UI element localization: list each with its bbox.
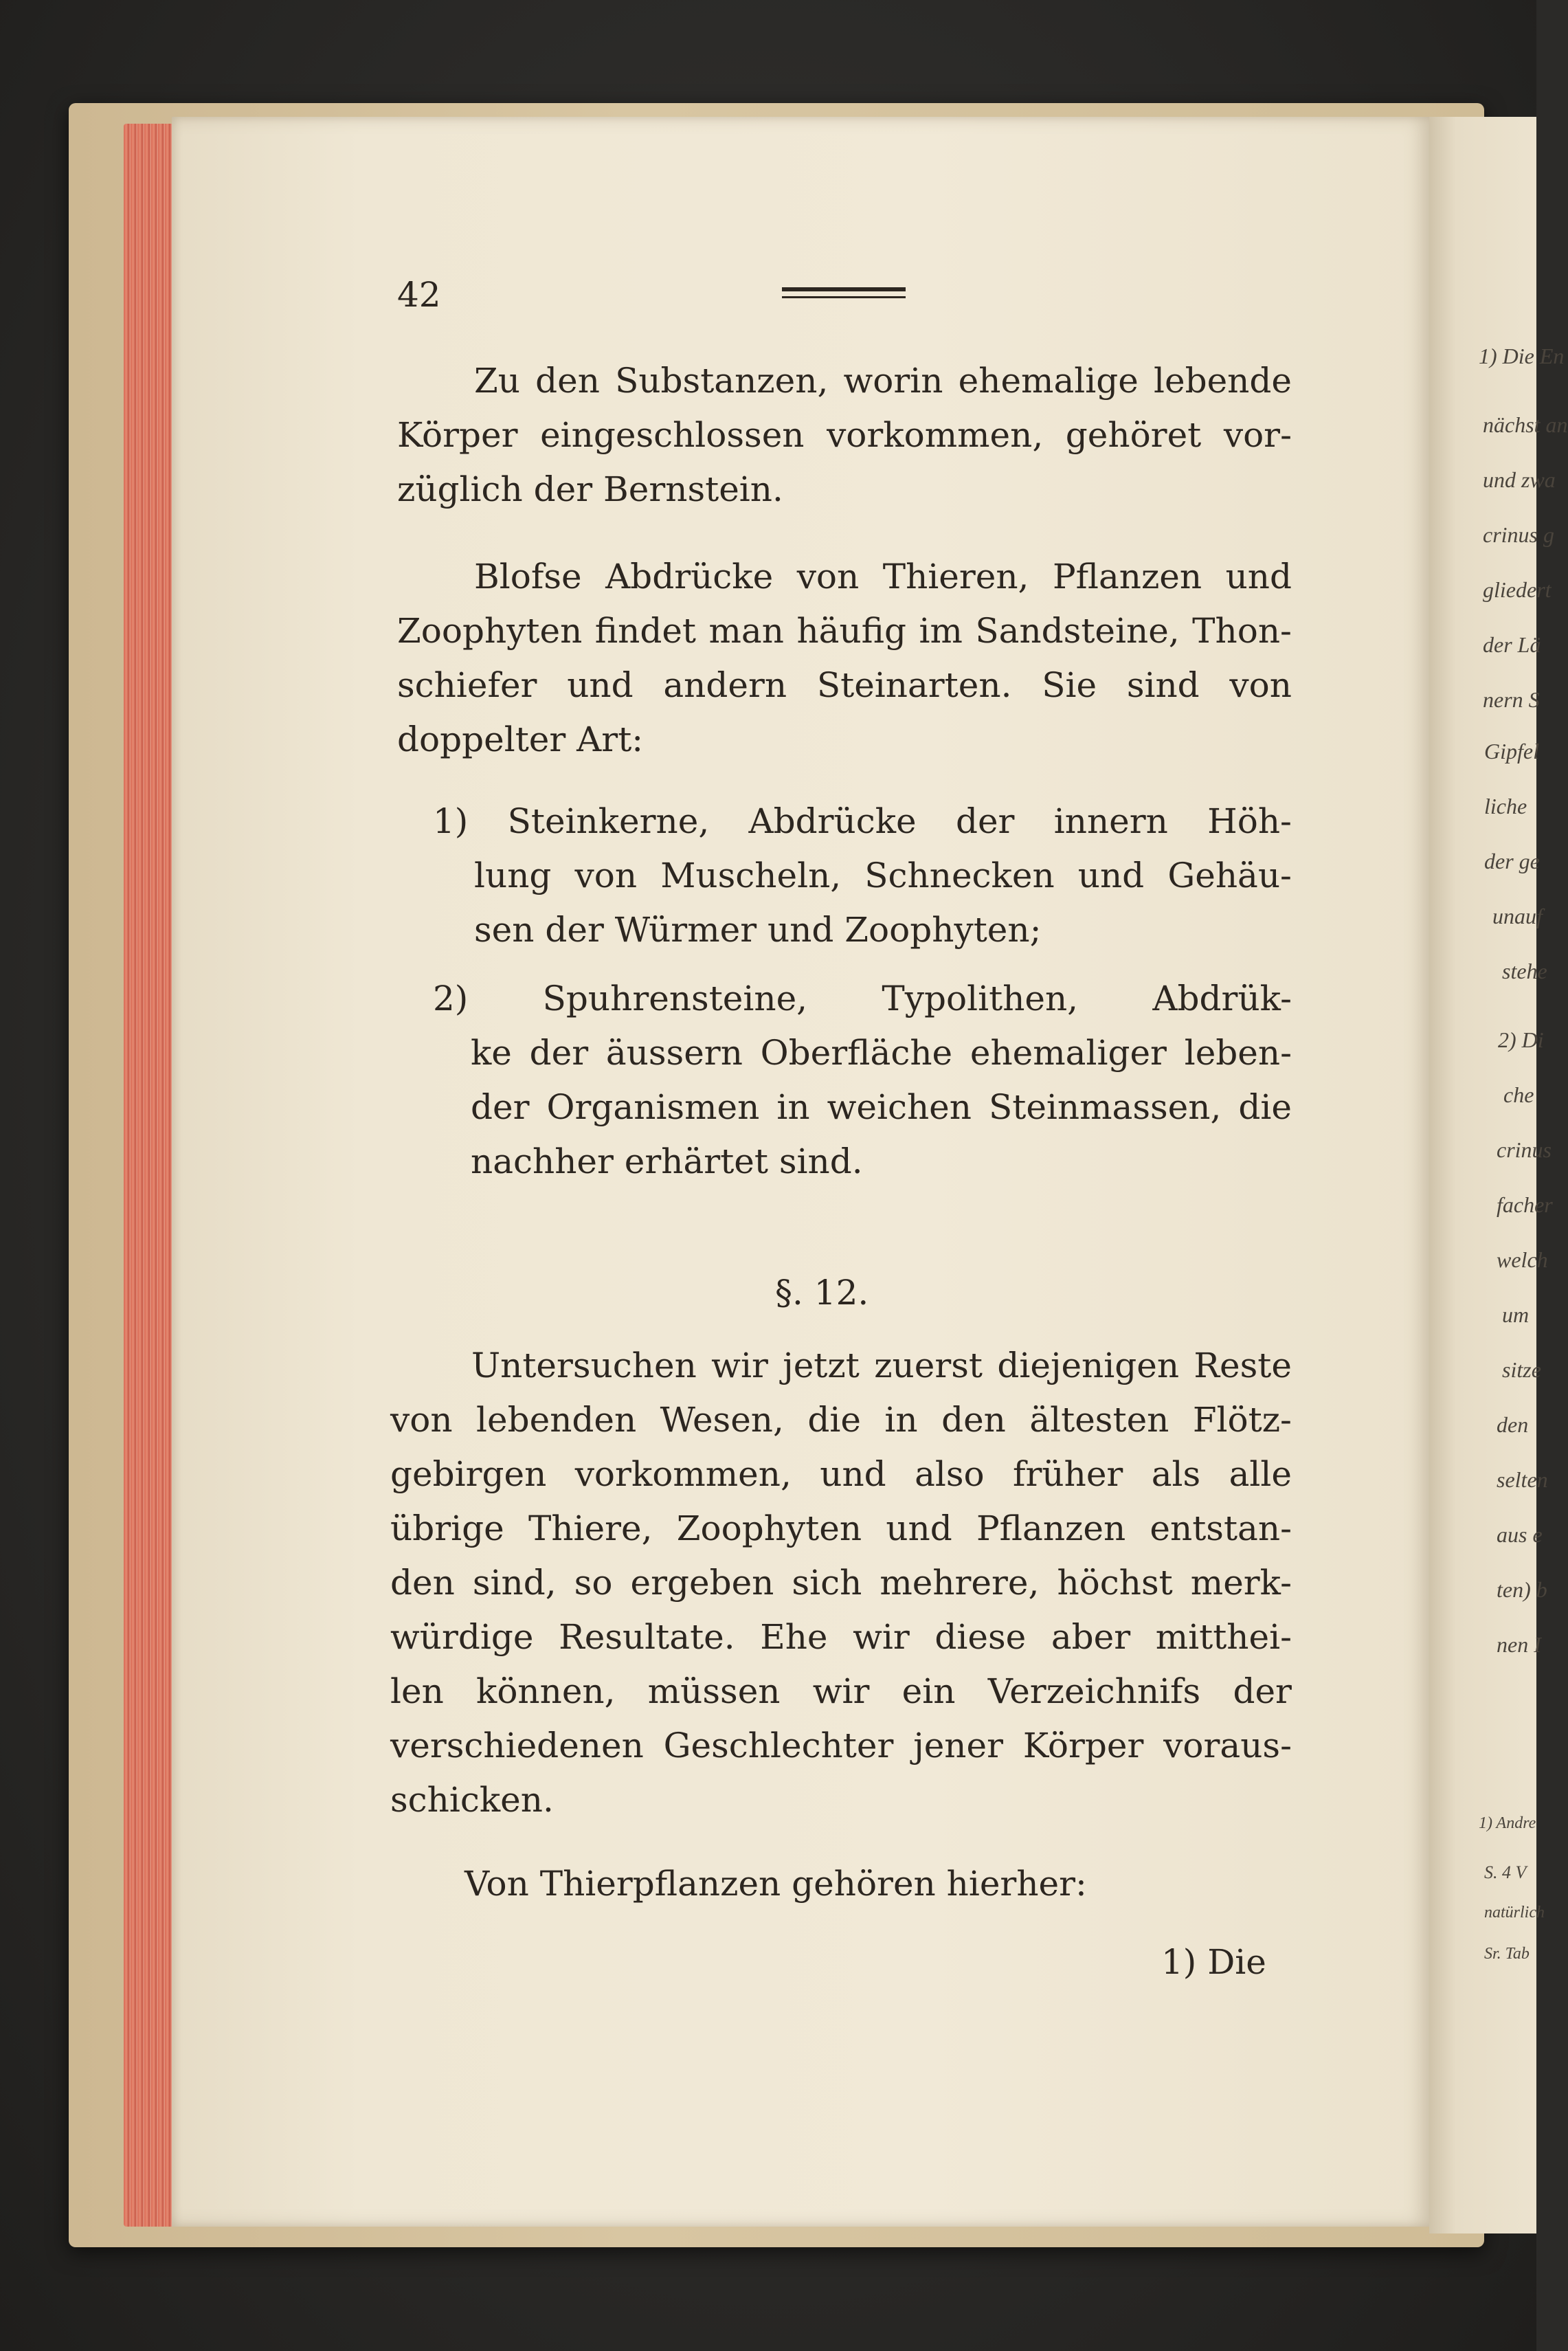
item-2-line-1 (433, 979, 1292, 1018)
next-page-fragment: ten) b (1497, 1577, 1547, 1602)
word: früher (1013, 1454, 1123, 1494)
word: ehemaliger (970, 1033, 1167, 1073)
word: Thieren, (882, 557, 1029, 597)
word: und (1077, 856, 1145, 895)
word: schiefer (397, 665, 537, 705)
next-page-fragment: der ge (1484, 849, 1540, 873)
word: der (471, 1087, 530, 1127)
next-page-fragment: nen I (1497, 1632, 1541, 1657)
word: übrige (390, 1508, 504, 1548)
word: sind, (472, 1563, 557, 1603)
word: würdige (390, 1617, 534, 1657)
next-page-fragment: sitze (1502, 1357, 1541, 1382)
word: entstan- (1150, 1508, 1292, 1548)
word: Organismen (546, 1087, 760, 1127)
next-page-fragment: che (1503, 1082, 1534, 1107)
next-page-fragment: crinus g (1483, 522, 1554, 547)
word: diese (934, 1617, 1027, 1657)
next-page-fragment: unauf (1492, 904, 1543, 928)
word: höchst (1057, 1563, 1173, 1603)
next-page-fragment: der Lä (1483, 632, 1541, 657)
paragraph-3-line-3 (390, 1454, 1292, 1494)
item-2-line-4 (471, 1141, 863, 1181)
next-page-fragment: Gipfel (1484, 739, 1539, 764)
paragraph-1-line-3 (397, 469, 783, 509)
word: wir (853, 1617, 910, 1657)
red-page-edges (124, 124, 179, 2227)
next-page-fragment: selten (1497, 1467, 1548, 1492)
word: zuerst (874, 1346, 983, 1385)
paragraph-2-line-3 (397, 665, 1292, 705)
word: Zu (474, 361, 520, 401)
word: Pflanzen (1052, 557, 1202, 597)
word: Zoophyten (397, 611, 583, 651)
word: mitthei- (1155, 1617, 1292, 1657)
word: voraus- (1163, 1726, 1292, 1765)
word: in (776, 1087, 810, 1127)
word: eingeschlossen (540, 415, 805, 455)
word: Resultate. (559, 1617, 735, 1657)
word: Höh- (1207, 801, 1292, 841)
word: vor- (1223, 415, 1292, 455)
word: als (1151, 1454, 1201, 1494)
word: jener (913, 1726, 1003, 1765)
word: findet (594, 611, 697, 651)
word: sich (792, 1563, 862, 1603)
word: und (567, 665, 634, 705)
word: ein (901, 1671, 956, 1711)
word: im (919, 611, 963, 651)
next-page-fragment: S. 4 V (1484, 1862, 1527, 1882)
word: aber (1051, 1617, 1131, 1657)
word: Sie (1042, 665, 1097, 705)
word: vorkommen, (827, 415, 1044, 455)
word: also (915, 1454, 985, 1494)
word: Thiere, (528, 1508, 653, 1548)
word: Zoophyten (676, 1508, 862, 1548)
word: Körper (1022, 1726, 1144, 1765)
word: lebenden (476, 1400, 637, 1440)
paragraph-3-line-5 (390, 1563, 1292, 1603)
word: jetzt (783, 1346, 860, 1385)
paragraph-3-line-2 (390, 1400, 1292, 1440)
word: den (390, 1563, 455, 1603)
text-line: Von Thierpflanzen gehören hierher: (464, 1864, 1087, 1904)
word: sind (1126, 665, 1200, 705)
word: der (955, 801, 1015, 841)
word: diejenigen (997, 1346, 1180, 1385)
word: Sandsteine, (975, 611, 1180, 651)
word: Flötz- (1192, 1400, 1292, 1440)
text-line: schicken. (390, 1780, 554, 1820)
next-page-fragment: natürlich (1484, 1904, 1545, 1921)
next-page-fragment: Sr. Tab (1484, 1945, 1530, 1963)
text-line: züglich der Bernstein. (397, 469, 783, 509)
word: und (886, 1508, 952, 1548)
word: müssen (647, 1671, 781, 1711)
word: den (941, 1400, 1006, 1440)
word: und (820, 1454, 886, 1494)
word: Substanzen, (615, 361, 829, 401)
next-page-fragment: den (1497, 1412, 1529, 1437)
word: Körper (397, 415, 518, 455)
next-page-fragment: crinus (1497, 1137, 1552, 1162)
word: den (535, 361, 600, 401)
word: Typolithen, (882, 979, 1079, 1018)
paragraph-2-line-4 (397, 720, 643, 759)
next-page-fragment: stehe (1502, 959, 1547, 983)
word: gehöret (1065, 415, 1202, 455)
paragraph-2-line-2 (397, 611, 1292, 651)
paragraph-3-line-8 (390, 1726, 1292, 1765)
word: der (529, 1033, 589, 1073)
word: Schnecken (864, 856, 1055, 895)
word: ergeben (630, 1563, 774, 1603)
word: von (1229, 665, 1292, 705)
paragraph-2-line-1 (474, 557, 1292, 597)
word: Blofse (474, 557, 582, 597)
word: Abdrücke (605, 557, 774, 597)
word: können, (476, 1671, 616, 1711)
word: verschiedenen (390, 1726, 644, 1765)
word: Steinmassen, (988, 1087, 1222, 1127)
word: ke (471, 1033, 512, 1073)
item-2-line-3 (471, 1087, 1292, 1127)
item-2-line-2 (471, 1033, 1292, 1073)
word: Pflanzen (976, 1508, 1126, 1548)
word: len (390, 1671, 444, 1711)
word: von (390, 1400, 453, 1440)
paragraph-3-line-4 (390, 1508, 1292, 1548)
catchword: 1) Die (1161, 1942, 1266, 1982)
word: Geschlechter (663, 1726, 894, 1765)
word: Abdrük- (1152, 979, 1292, 1018)
word: Untersuchen (471, 1346, 697, 1385)
word: die (807, 1400, 861, 1440)
text-line: sen der Würmer und Zoophyten; (474, 910, 1042, 950)
next-page-fragment: und zwa (1483, 467, 1556, 492)
word: worin (843, 361, 943, 401)
paragraph-3-line-9 (390, 1780, 554, 1820)
text-line: doppelter Art: (397, 720, 644, 759)
word: wir (711, 1346, 768, 1385)
next-page-fragment: um (1502, 1302, 1530, 1327)
word: man (708, 611, 784, 651)
next-page-fragment: nern S (1483, 687, 1540, 712)
word: häufig (796, 611, 907, 651)
paragraph-3-line-1 (471, 1346, 1292, 1385)
word: die (1238, 1087, 1292, 1127)
paragraph-1-line-1 (474, 361, 1292, 401)
page-number: 42 (397, 275, 441, 315)
item-1-line-1 (433, 801, 1292, 841)
word: Oberfläche (760, 1033, 953, 1073)
paragraph-3-line-7 (390, 1671, 1292, 1711)
word: in (884, 1400, 918, 1440)
item-1-line-3 (474, 910, 1041, 950)
paragraph-1-line-2 (397, 415, 1292, 455)
next-page-fragment: aus e (1497, 1522, 1543, 1547)
word: lung (474, 856, 552, 895)
next-page-fragment: facher (1497, 1192, 1553, 1217)
word: leben- (1184, 1033, 1292, 1073)
word: Steinkerne, (507, 801, 710, 841)
word: mehrere, (880, 1563, 1040, 1603)
next-page-fragment: 1) Die En (1479, 344, 1565, 368)
word: Verzeichnifs (987, 1671, 1201, 1711)
word: und (1225, 557, 1292, 597)
next-page-fragment: gliedert (1483, 577, 1552, 602)
next-page-fragment: liche (1484, 794, 1527, 818)
word: wir (812, 1671, 870, 1711)
word: alle (1229, 1454, 1292, 1494)
word: der (1233, 1671, 1292, 1711)
header-rule (782, 287, 906, 298)
word: von (796, 557, 860, 597)
item-1-line-2 (474, 856, 1292, 895)
next-page-fragment: welch (1497, 1247, 1548, 1272)
word: Thon- (1192, 611, 1292, 651)
word: Spuhrensteine, (542, 979, 808, 1018)
word: 1) (433, 801, 469, 841)
word: gebirgen (390, 1454, 547, 1494)
paragraph-4 (464, 1864, 1087, 1904)
section-heading: §. 12. (775, 1273, 869, 1313)
word: ehemalige (958, 361, 1139, 401)
word: vorkommen, (574, 1454, 792, 1494)
next-page-fragment: 1) Andre (1479, 1814, 1536, 1832)
word: Abdrücke (748, 801, 917, 841)
next-page-fragment: 2) Di (1498, 1027, 1544, 1052)
paragraph-3-line-6 (390, 1617, 1292, 1657)
word: innern (1053, 801, 1168, 841)
word: Muscheln, (660, 856, 842, 895)
word: äussern (605, 1033, 743, 1073)
word: lebende (1154, 361, 1292, 401)
word: 2) (433, 979, 469, 1018)
next-page-fragment: nächst an (1483, 412, 1568, 437)
word: Gehäu- (1167, 856, 1292, 895)
word: Ehe (760, 1617, 828, 1657)
facing-page-edge (1429, 117, 1568, 2233)
word: ältesten (1029, 1400, 1169, 1440)
word: merk- (1190, 1563, 1292, 1603)
word: Wesen, (660, 1400, 784, 1440)
word: so (574, 1563, 613, 1603)
word: Reste (1194, 1346, 1292, 1385)
word: Steinarten. (816, 665, 1012, 705)
word: von (574, 856, 638, 895)
word: andern (663, 665, 787, 705)
word: weichen (827, 1087, 972, 1127)
text-line: nachher erhärtet sind. (471, 1141, 863, 1181)
